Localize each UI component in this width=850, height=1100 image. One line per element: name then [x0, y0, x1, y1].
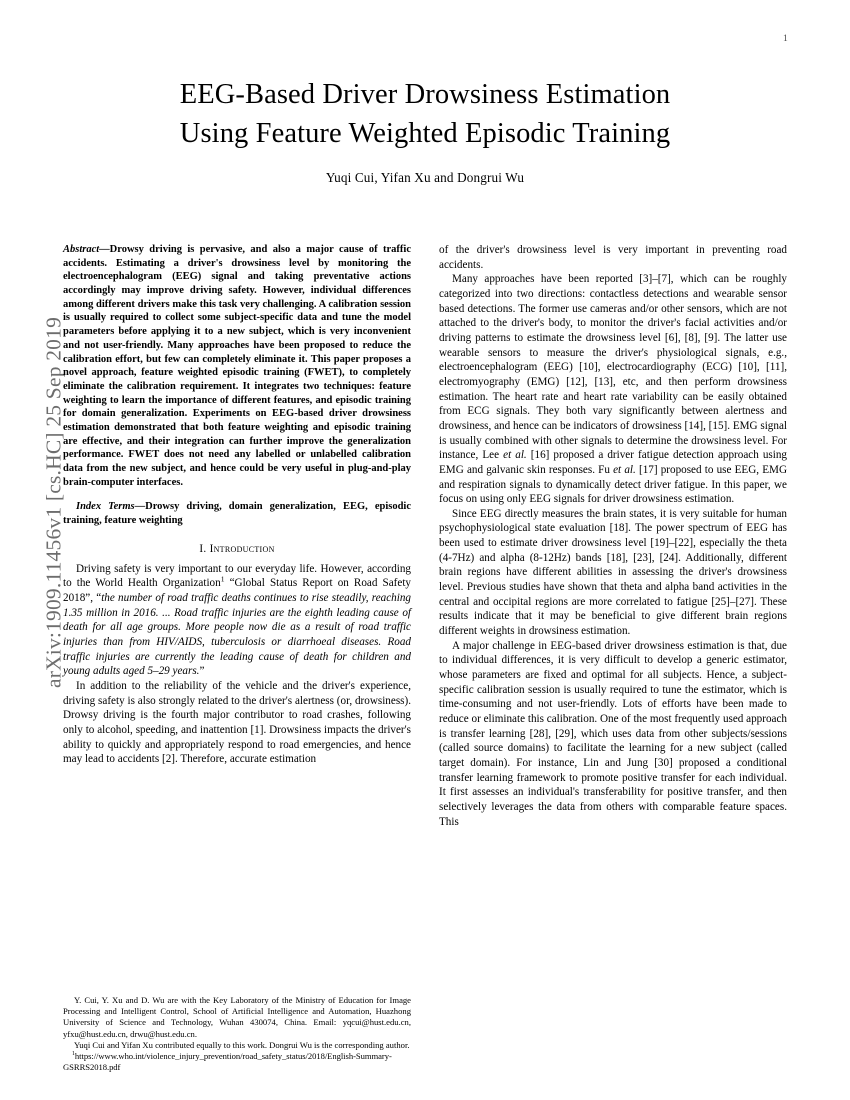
- author-list: Yuqi Cui, Yifan Xu and Dongrui Wu: [325, 169, 525, 185]
- page-title: [63, 76, 787, 154]
- index-terms-dash: —: [134, 501, 146, 513]
- index-terms-label: Index Terms: [76, 501, 135, 513]
- footnote-marker-1: 1: [220, 574, 225, 584]
- index-terms-text: Drowsy driving, domain generalization, EEG, episodic training, feature weighting: [63, 501, 411, 527]
- who-quote: the number of road traffic deaths continues to rise steadily, reaching 1.35 million in 2016. ... Road traffic injuries are the eighth leading cause of death for all age groups. More people now die as a result of road traffic injuries than from HIV/AIDS, tuberculosis or diarrhoeal diseases. Road traffic injuries are currently the leading cause of death for children and young adults aged 5–29 years.: [63, 592, 411, 678]
- footnote-url-marker: 1: [72, 1050, 75, 1057]
- intro-paragraph-1: [63, 562, 411, 679]
- page-number: 1: [782, 34, 788, 44]
- intro-paragraph-2: In addition to the reliability of the vehicle and the driver's experience, driving safety is also strongly related to the driver's alertness (or, drowsiness). Drowsy driving is the fourth major contributor to road crashes, following only to alcohol, speeding, and inattention [1]. Drowsiness impacts the driver's ability to quickly and appropriately respond to road emergencies, and hence may lead to accidents [2]. Therefore, accurate estimation: [63, 680, 411, 766]
- right-p2-part-c: [17] proposed to use EEG, EMG and respiration signals to dynamically detect driver fatigue. In this paper, we focus on using only EEG signals for driver drowsiness estimation.: [439, 463, 788, 506]
- right-paragraph-4: A major challenge in EEG-based driver drowsiness estimation is that, due to individual differences, it is very difficult to develop a generic estimator, whose parameters are fixed and optimal for all subjects. Hence, a subject-specific calibration session is usually required to tune the estimator, which is time-consuming and not user-friendly. Lots of efforts have been made to reduce or eliminate this calibration. One of the most frequently used approach is transfer learning [28], [29], which uses data from other subjects/sessions (called source domains) to facilitate the learning for a new subject (called target domain). For instance, Lin and Jung [30] proposed a conditional transfer learning framework to promote positive transfer for each individual. It first assesses an individual's transferability for positive transfer, and then selectively leverages the data from others with comparable feature spaces. This: [439, 639, 787, 828]
- intro-p1-part-a: Driving safety is very important to our everyday life. However, according to the World Health Organization: [63, 562, 411, 590]
- footnote-affiliation: Y. Cui, Y. Xu and D. Wu are with the Key Laboratory of the Ministry of Education for Image Processing and Intelligent Control, School of Artificial Intelligence and Automation, Huazhong University of Science and Technology, Wuhan 430074, China. Email: yqcui@hust.edu.cn, yfxu@hust.edu.cn, drwu@hust.edu.cn.: [63, 995, 411, 1039]
- right-p2-part-b: [16] proposed a driver fatigue detection approach using EMG and galvanic skin responses. Fu: [439, 449, 787, 476]
- right-paragraph-continuation: of the driver's drowsiness level is very important in preventing road accidents.: [439, 244, 787, 271]
- abstract-label: Abstract: [63, 244, 100, 255]
- footnote-url-note: [63, 1051, 411, 1073]
- abstract-text: Drowsy driving is pervasive, and also a major cause of traffic accidents. Estimating a driver's drowsiness level by monitoring the electroencephalogram (EEG) signal and taking preventative actions accordingly may improve driving safety. However, individual differences among different drivers make this task very challenging. A calibration session is usually required to collect some subject-specific data and tune the model parameters before applying it to a new subject, which is very inconvenient and not user-friendly. Many approaches have been proposed to reduce the calibration effort, but few can completely eliminate it. This paper proposes a novel approach, feature weighted episodic training (FWET), to completely eliminate the calibration requirement. It integrates two techniques: feature weighting to learn the importance of different features, and episodic training for domain generalization. Experiments on EEG-based driver drowsiness estimation demonstrated that both feature weighting and episodic training are effective, and their integration can further improve the generalization performance. FWET does not need any labelled or unlabelled calibration data from the new subject, and hence could be very useful in plug-and-play brain-computer interfaces.: [63, 244, 411, 488]
- intro-p1-part-b: “Global Status Report on Road Safety 2018”, “: [63, 577, 412, 605]
- footnotes-block: [63, 995, 411, 1073]
- right-column: [439, 243, 787, 1073]
- abstract-dash: —: [99, 244, 110, 255]
- et-al-1: et al.: [503, 449, 527, 462]
- et-al-2: et al.: [613, 463, 636, 476]
- arxiv-stamp: [0, 0, 66, 1100]
- paper-title-line-2: Using Feature Weighted Episodic Training: [179, 117, 671, 149]
- section-title: Introduction: [209, 542, 275, 555]
- left-column: [63, 243, 411, 1073]
- abstract-paragraph: [63, 243, 411, 489]
- intro-p1-part-c: ”: [199, 665, 205, 678]
- footnote-url: https://www.who.int/violence_injury_prevention/road_safety_status/2018/English-Summary-GSRRS2018.pdf: [63, 1050, 392, 1072]
- section-heading-introduction: [63, 543, 411, 555]
- right-paragraph-2: [439, 272, 787, 507]
- paper-title-line-1: EEG-Based Driver Drowsiness Estimation: [179, 79, 671, 110]
- right-p2-part-a: Many approaches have been reported [3]–[7], which can be roughly categorized into two directions: contactless detections and wearable sensor based detections. The former use cameras and/or other sensors, which are not attached to the driver's body, to monitor the driver's facial activities and/or driving patterns to estimate the drowsiness level [6], [8], [9]. The latter use wearable sensors to measure the driver's physiological signals, e.g., electroencephalogram (EEG) [10], electrocardiography (ECG) [10], [11], electromyography (EMG) [12], [13], etc, and then perform drowsiness estimation. The heart rate and heart rate variability can be easily obtained from ECG signals. They both vary significantly between alertness and drowsiness, and hence can be indicators of drowsiness [14], [15]. EMG signal is usually combined with other signals to determine the drowsiness level. For instance, Lee: [439, 273, 787, 462]
- index-terms-paragraph: [63, 500, 411, 527]
- section-numeral: I.: [199, 542, 207, 555]
- arxiv-stamp-text: arXiv:1909.11456v1 [cs.HC] 25 Sep 2019: [41, 316, 66, 689]
- footnote-contribution: Yuqi Cui and Yifan Xu contributed equally to this work. Dongrui Wu is the corresponding author.: [74, 1039, 410, 1050]
- title-block: [63, 76, 787, 186]
- body-columns: [63, 243, 787, 1073]
- right-paragraph-3: Since EEG directly measures the brain states, it is very suitable for human psychophysiological state evaluation [18]. The power spectrum of EEG has been used to estimate driver drowsiness level [19]–[22], especially the theta (4-7Hz) and alpha (8-12Hz) bands [18], [23], [24]. Additionally, different brain regions have different abilities in assessing the driver's drowsiness level. Previous studies have shown that theta and alpha band activities in the central and occipital regions are more correlated to fatigue [25]–[27]. These results indicate that it may be beneficial to give different brain regions different weights in drowsiness estimation.: [439, 507, 787, 638]
